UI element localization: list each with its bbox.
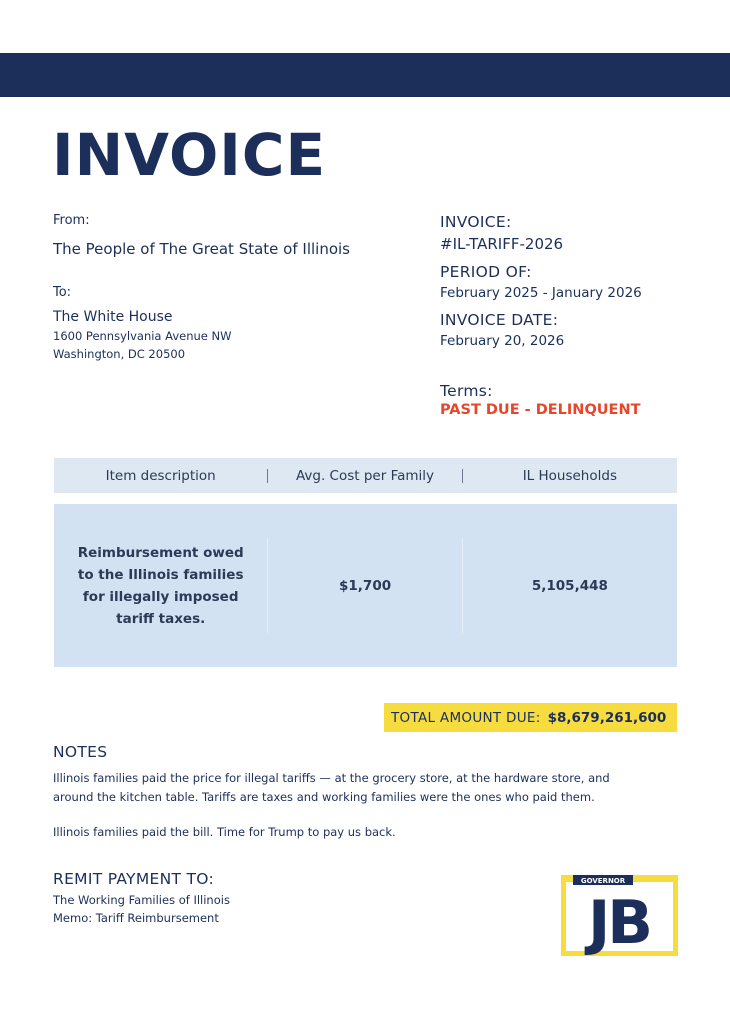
header-band: [0, 53, 730, 97]
column-header-avg-cost: Avg. Cost per Family: [295, 467, 435, 484]
notes-heading: NOTES: [53, 743, 108, 761]
logo-initials: JB: [587, 888, 651, 956]
total-label: TOTAL AMOUNT DUE:: [391, 709, 541, 726]
page-title: INVOICE: [52, 121, 327, 189]
period-label: PERIOD OF:: [440, 263, 532, 281]
to-address-line2: Washington, DC 20500: [53, 347, 186, 361]
table-header: [54, 458, 677, 493]
table-row: [54, 504, 677, 667]
from-name: The People of The Great State of Illinois: [53, 240, 350, 258]
governor-jb-logo: [561, 875, 678, 956]
invoice-date-value: February 20, 2026: [440, 333, 565, 349]
period-value: February 2025 - January 2026: [440, 285, 642, 301]
to-label: To:: [53, 285, 72, 300]
remit-heading: REMIT PAYMENT TO:: [53, 870, 215, 888]
logo-top-text: GOVERNOR: [580, 877, 626, 885]
to-address-line1: 1600 Pennsylvania Avenue NW: [53, 329, 232, 343]
cell-description: Reimbursement owed to the Illinois families for illegally imposed tariff taxes.: [77, 544, 244, 627]
cell-avg-cost: $1,700: [339, 577, 392, 594]
from-label: From:: [53, 213, 90, 228]
terms-status: PAST DUE - DELINQUENT: [440, 402, 641, 418]
notes-paragraph: Illinois families paid the price for illegal tariffs — at the grocery store, at the hardware store, and around the kitchen table. Tariffs are taxes and working families were the ones who paid them.: [53, 771, 610, 804]
invoice-label: INVOICE:: [440, 213, 512, 231]
terms-label: Terms:: [440, 382, 493, 400]
to-name: The White House: [53, 309, 173, 325]
invoice-date-label: INVOICE DATE:: [440, 311, 559, 329]
column-header-description: Item description: [105, 467, 216, 484]
remit-recipient: The Working Families of Illinois: [53, 893, 230, 907]
cell-households: 5,105,448: [531, 577, 608, 594]
remit-memo: Memo: Tariff Reimbursement: [53, 911, 219, 925]
total-amount-due: [384, 703, 677, 732]
notes-paragraph: Illinois families paid the bill. Time for Trump to pay us back.: [53, 825, 396, 839]
column-header-households: IL Households: [522, 467, 617, 484]
total-amount: $8,679,261,600: [547, 709, 667, 726]
invoice-number: #IL-TARIFF-2026: [440, 235, 564, 253]
